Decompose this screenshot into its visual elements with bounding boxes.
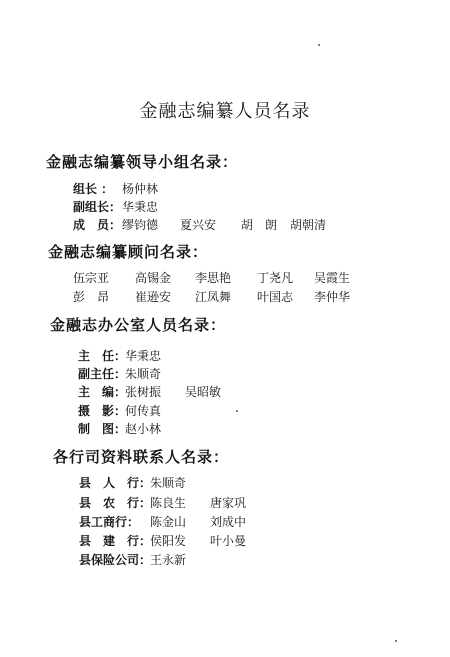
editor-label: 主 编： — [78, 385, 127, 399]
contact-name: 朱顺奇 — [150, 476, 187, 490]
scan-speck — [318, 44, 320, 46]
contact-name: 刘成中 — [210, 515, 247, 529]
director-label: 主 任： — [78, 349, 127, 363]
deputy-leader-name: 华秉忠 — [122, 200, 159, 214]
photographer-name: 何传真 — [125, 404, 162, 418]
leader-name: 杨仲林 — [122, 182, 159, 196]
drawing-label: 制 图： — [78, 422, 127, 436]
members-label: 成 员： — [73, 218, 122, 232]
contact-name: 王永新 — [150, 553, 187, 567]
contact-name: 陈良生 — [150, 496, 187, 510]
advisors-heading: 金融志编纂顾问名录： — [48, 243, 209, 261]
drafter-name: 赵小林 — [125, 422, 162, 436]
deputy-director-name: 朱顺奇 — [125, 367, 162, 381]
member-name: 夏兴安 — [180, 218, 217, 232]
advisor-name: 李思艳 — [195, 271, 232, 285]
page-title: 金融志编纂人员名录 — [139, 101, 311, 122]
editor-name: 吴昭敏 — [185, 385, 222, 399]
scan-speck — [236, 410, 238, 412]
member-name: 胡朝清 — [290, 218, 327, 232]
member-name: 缪钧德 — [122, 218, 159, 232]
contact-name: 陈金山 — [150, 515, 187, 529]
advisor-name: 叶国志 — [257, 290, 294, 304]
advisor-name: 江凤舞 — [195, 290, 232, 304]
leader-label: 组长 ： — [73, 182, 114, 196]
advisor-name: 李仲华 — [314, 290, 351, 304]
contact-name: 叶小曼 — [210, 534, 247, 548]
office-heading: 金融志办公室人员名录： — [50, 316, 227, 334]
leading-group-heading: 金融志编纂领导小组名录： — [46, 153, 239, 171]
advisor-name: 丁尧凡 — [257, 271, 294, 285]
contact-bank-label: 县 农 行： — [79, 496, 152, 510]
contact-bank-label: 县 人 行： — [79, 476, 152, 490]
editor-name: 张树振 — [125, 385, 162, 399]
photography-label: 摄 影： — [78, 404, 127, 418]
advisor-name: 崔逊安 — [135, 290, 172, 304]
member-name: 胡 朗 — [241, 218, 278, 232]
deputy-leader-label: 副组长： — [73, 200, 122, 214]
director-name: 华秉忠 — [125, 349, 162, 363]
contact-bank-label: 县保险公司： — [79, 553, 152, 567]
scan-speck — [395, 640, 397, 642]
advisor-name: 伍宗亚 — [73, 271, 110, 285]
deputy-director-label: 副主任： — [78, 367, 127, 381]
advisor-name: 吴霞生 — [314, 271, 351, 285]
contact-bank-label: 县 建 行： — [79, 534, 152, 548]
contact-name: 侯阳发 — [150, 534, 187, 548]
advisor-name: 彭 昂 — [73, 290, 110, 304]
contact-bank-label: 县工商行： — [79, 515, 140, 529]
contacts-heading: 各行司资料联系人名录： — [53, 448, 230, 466]
advisor-name: 高锡金 — [135, 271, 172, 285]
contact-name: 唐家巩 — [210, 496, 247, 510]
